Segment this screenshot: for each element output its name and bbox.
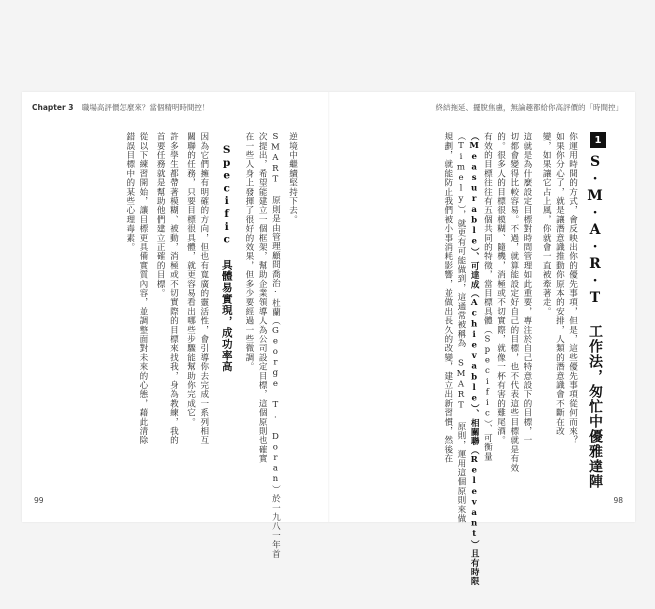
body-text-line: 錯誤目標中的某些心理毒素。 xyxy=(124,132,135,252)
subsection-heading: Specific 具體易實現，成功率高 xyxy=(220,144,233,373)
body-text-line: 逆境中繼續堅持下去。 xyxy=(287,132,298,224)
body-text-line: 變，如果讓它占上風，你就會一直被牽著走。 xyxy=(541,132,552,316)
body-text-line: 在一些人身上發揮了很好的效果，但多少要經過一些微調。 xyxy=(243,132,254,372)
body-text-line: （Measurable）、可達成（Achievable）、相關聯（Relevant）且有時限 xyxy=(469,132,480,586)
body-text-line: 從以下練習開始，讓目標更具備實質內容，並調整面對未來的心態，藉此清除 xyxy=(137,132,148,445)
body-text-line: 這就是為什麼設定目標對時間管理如此重要，專注於自己特意設下的目標，一 xyxy=(521,132,532,445)
body-text-line: 有效的目標往往有五個共同的特徵，當目標具體（Specific）、可衡量 xyxy=(482,132,493,461)
chapter-label: Chapter 3 xyxy=(32,103,74,112)
section-number-badge: 1 xyxy=(590,132,606,148)
body-text-line: 切都會變得比較容易。不過，就算能設定好自己的目標，也不代表這些目標就是有效 xyxy=(508,132,519,473)
body-text-line: 規劃，就能防止我們被小事消耗影響，並做出長久的改變，建立出新習慣，然後在 xyxy=(442,132,453,464)
book-gutter xyxy=(328,92,330,522)
right-running-header: 終結拖延、擺脫焦慮，無論趣都給你高評價的「時間控」 xyxy=(435,103,623,112)
body-text-line: 首要任務就是幫助他們建立正確的目標。 xyxy=(155,132,166,298)
book-spread xyxy=(22,92,635,586)
left-page-number: 99 xyxy=(34,496,44,505)
body-text-line: 許多學生都帶著模糊、被動，消極或不切實際的目標來找我，身為教練，我的 xyxy=(168,132,179,445)
right-page-number: 98 xyxy=(613,496,623,505)
body-text-line: 關聯的任務，只要目標很具體，就更容易看出哪些步驟能幫助你完成它。 xyxy=(185,132,196,427)
body-text-line: 次提出，希望能建立一個框架，幫助企業領導人為公司設定目標，這個原則也確實 xyxy=(257,132,268,464)
section-heading: S·M·A·R·T 工作法，匆忙中優雅達陣 xyxy=(587,154,603,489)
body-text-line: 因為它們擁有明確的方向，但也有寬廣的靈活性，會引導你去完成一系列相互 xyxy=(198,132,209,445)
body-text-line: 你運用時間的方式，會反映出你的優先事項，但是，這些優先事項從何而來？ xyxy=(567,132,578,445)
body-text-line: SMART 原則是由管理顧問喬治·杜蘭（George T. Doran）於一九八一年首 xyxy=(270,132,281,559)
body-text-line: 如果你分心了，就是讓潛意識推動你原本的安排，人類的潛意識會不斷在改 xyxy=(554,132,565,436)
body-text-line: （Timely），就更有可能做到，這通常被稱為 SMART 原則，運用這個原則來做 xyxy=(455,132,466,524)
left-running-header xyxy=(32,102,209,113)
body-text-line: 的。很多人的目標很模糊、隨機，消極或不切實際，就像一杯有害的雞尾酒。 xyxy=(495,132,506,445)
left-header-title: 職場高評價怎麼來？當個精明時間控！ xyxy=(81,103,210,112)
